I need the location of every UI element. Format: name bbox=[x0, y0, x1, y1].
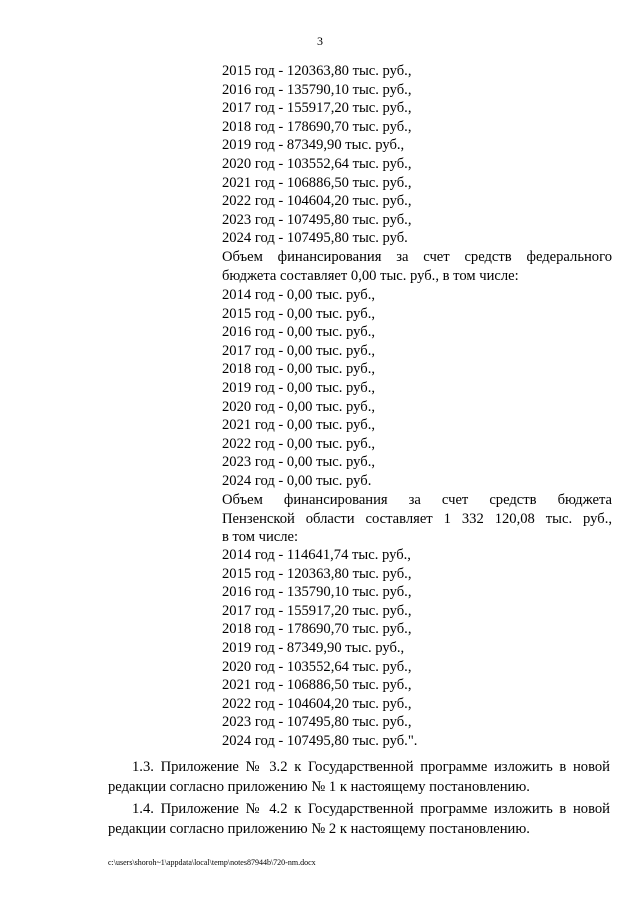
regional-budget-list bbox=[222, 546, 612, 751]
list-item: 2022 год - 0,00 тыс. руб., bbox=[222, 435, 375, 452]
item-1-3-line-2: редакции согласно приложению № 1 к настоящему постановлению. bbox=[108, 779, 530, 795]
list-item: 2022 год - 104604,20 тыс. руб., bbox=[222, 193, 412, 210]
regional-budget-list-continued bbox=[222, 62, 612, 248]
paragraph-item-1-3 bbox=[108, 757, 610, 797]
list-item: 2014 год - 114641,74 тыс. руб., bbox=[222, 547, 411, 563]
list-item: 2019 год - 87349,90 тыс. руб., bbox=[222, 639, 405, 656]
list-item: 2024 год - 107495,80 тыс. руб. bbox=[222, 230, 408, 247]
list-item: 2018 год - 178690,70 тыс. руб., bbox=[222, 621, 412, 638]
list-item: 2016 год - 0,00 тыс. руб., bbox=[222, 324, 375, 341]
list-item: 2021 год - 0,00 тыс. руб., bbox=[222, 417, 375, 434]
paragraph-item-1-4 bbox=[108, 799, 610, 839]
federal-budget-intro bbox=[222, 248, 612, 285]
list-item: 2024 год - 0,00 тыс. руб. bbox=[222, 472, 372, 489]
regional-intro-line-3: в том числе: bbox=[222, 529, 299, 546]
list-item: 2016 год - 135790,10 тыс. руб., bbox=[222, 81, 412, 98]
list-item: 2014 год - 0,00 тыс. руб., bbox=[222, 287, 375, 303]
federal-intro-line-1: Объем финансирования за счет средств федерального bbox=[222, 249, 612, 265]
regional-budget-intro bbox=[222, 491, 612, 547]
federal-intro-line-2: бюджета составляет 0,00 тыс. руб., в том числе: bbox=[222, 267, 519, 284]
list-item: 2015 год - 120363,80 тыс. руб., bbox=[222, 63, 412, 79]
list-item: 2019 год - 0,00 тыс. руб., bbox=[222, 379, 375, 396]
item-1-4-line-1: 1.4. Приложение № 4.2 к Государственной программе изложить в новой bbox=[132, 801, 610, 817]
item-1-3-line-1: 1.3. Приложение № 3.2 к Государственной программе изложить в новой bbox=[132, 759, 610, 775]
list-item: 2022 год - 104604,20 тыс. руб., bbox=[222, 695, 412, 712]
regional-intro-line-2: Пензенской области составляет 1 332 120,08 тыс. руб., bbox=[222, 510, 612, 527]
list-item: 2018 год - 178690,70 тыс. руб., bbox=[222, 118, 412, 135]
list-item: 2023 год - 107495,80 тыс. руб., bbox=[222, 714, 412, 731]
federal-budget-list bbox=[222, 286, 612, 491]
page-number: 3 bbox=[317, 34, 323, 48]
item-1-4-line-2: редакции согласно приложению № 2 к настоящему постановлению. bbox=[108, 821, 530, 837]
footer-file-path: c:\users\shoroh~1\appdata\local\temp\notes87944b\720-nm.docx bbox=[108, 858, 316, 867]
list-item: 2021 год - 106886,50 тыс. руб., bbox=[222, 677, 412, 694]
list-item: 2020 год - 0,00 тыс. руб., bbox=[222, 398, 375, 415]
list-item: 2015 год - 120363,80 тыс. руб., bbox=[222, 565, 412, 582]
list-item: 2017 год - 155917,20 тыс. руб., bbox=[222, 602, 412, 619]
list-item: 2020 год - 103552,64 тыс. руб., bbox=[222, 155, 412, 172]
list-item: 2021 год - 106886,50 тыс. руб., bbox=[222, 174, 412, 191]
list-item: 2018 год - 0,00 тыс. руб., bbox=[222, 361, 375, 378]
list-item: 2015 год - 0,00 тыс. руб., bbox=[222, 305, 375, 322]
list-item: 2017 год - 0,00 тыс. руб., bbox=[222, 342, 375, 359]
list-item: 2020 год - 103552,64 тыс. руб., bbox=[222, 658, 412, 675]
list-item: 2019 год - 87349,90 тыс. руб., bbox=[222, 137, 405, 154]
list-item: 2023 год - 0,00 тыс. руб., bbox=[222, 454, 375, 471]
list-item: 2024 год - 107495,80 тыс. руб.". bbox=[222, 732, 418, 749]
regional-intro-line-1: Объем финансирования за счет средств бюджета bbox=[222, 492, 612, 508]
list-item: 2023 год - 107495,80 тыс. руб., bbox=[222, 211, 412, 228]
list-item: 2016 год - 135790,10 тыс. руб., bbox=[222, 584, 412, 601]
list-item: 2017 год - 155917,20 тыс. руб., bbox=[222, 100, 412, 117]
